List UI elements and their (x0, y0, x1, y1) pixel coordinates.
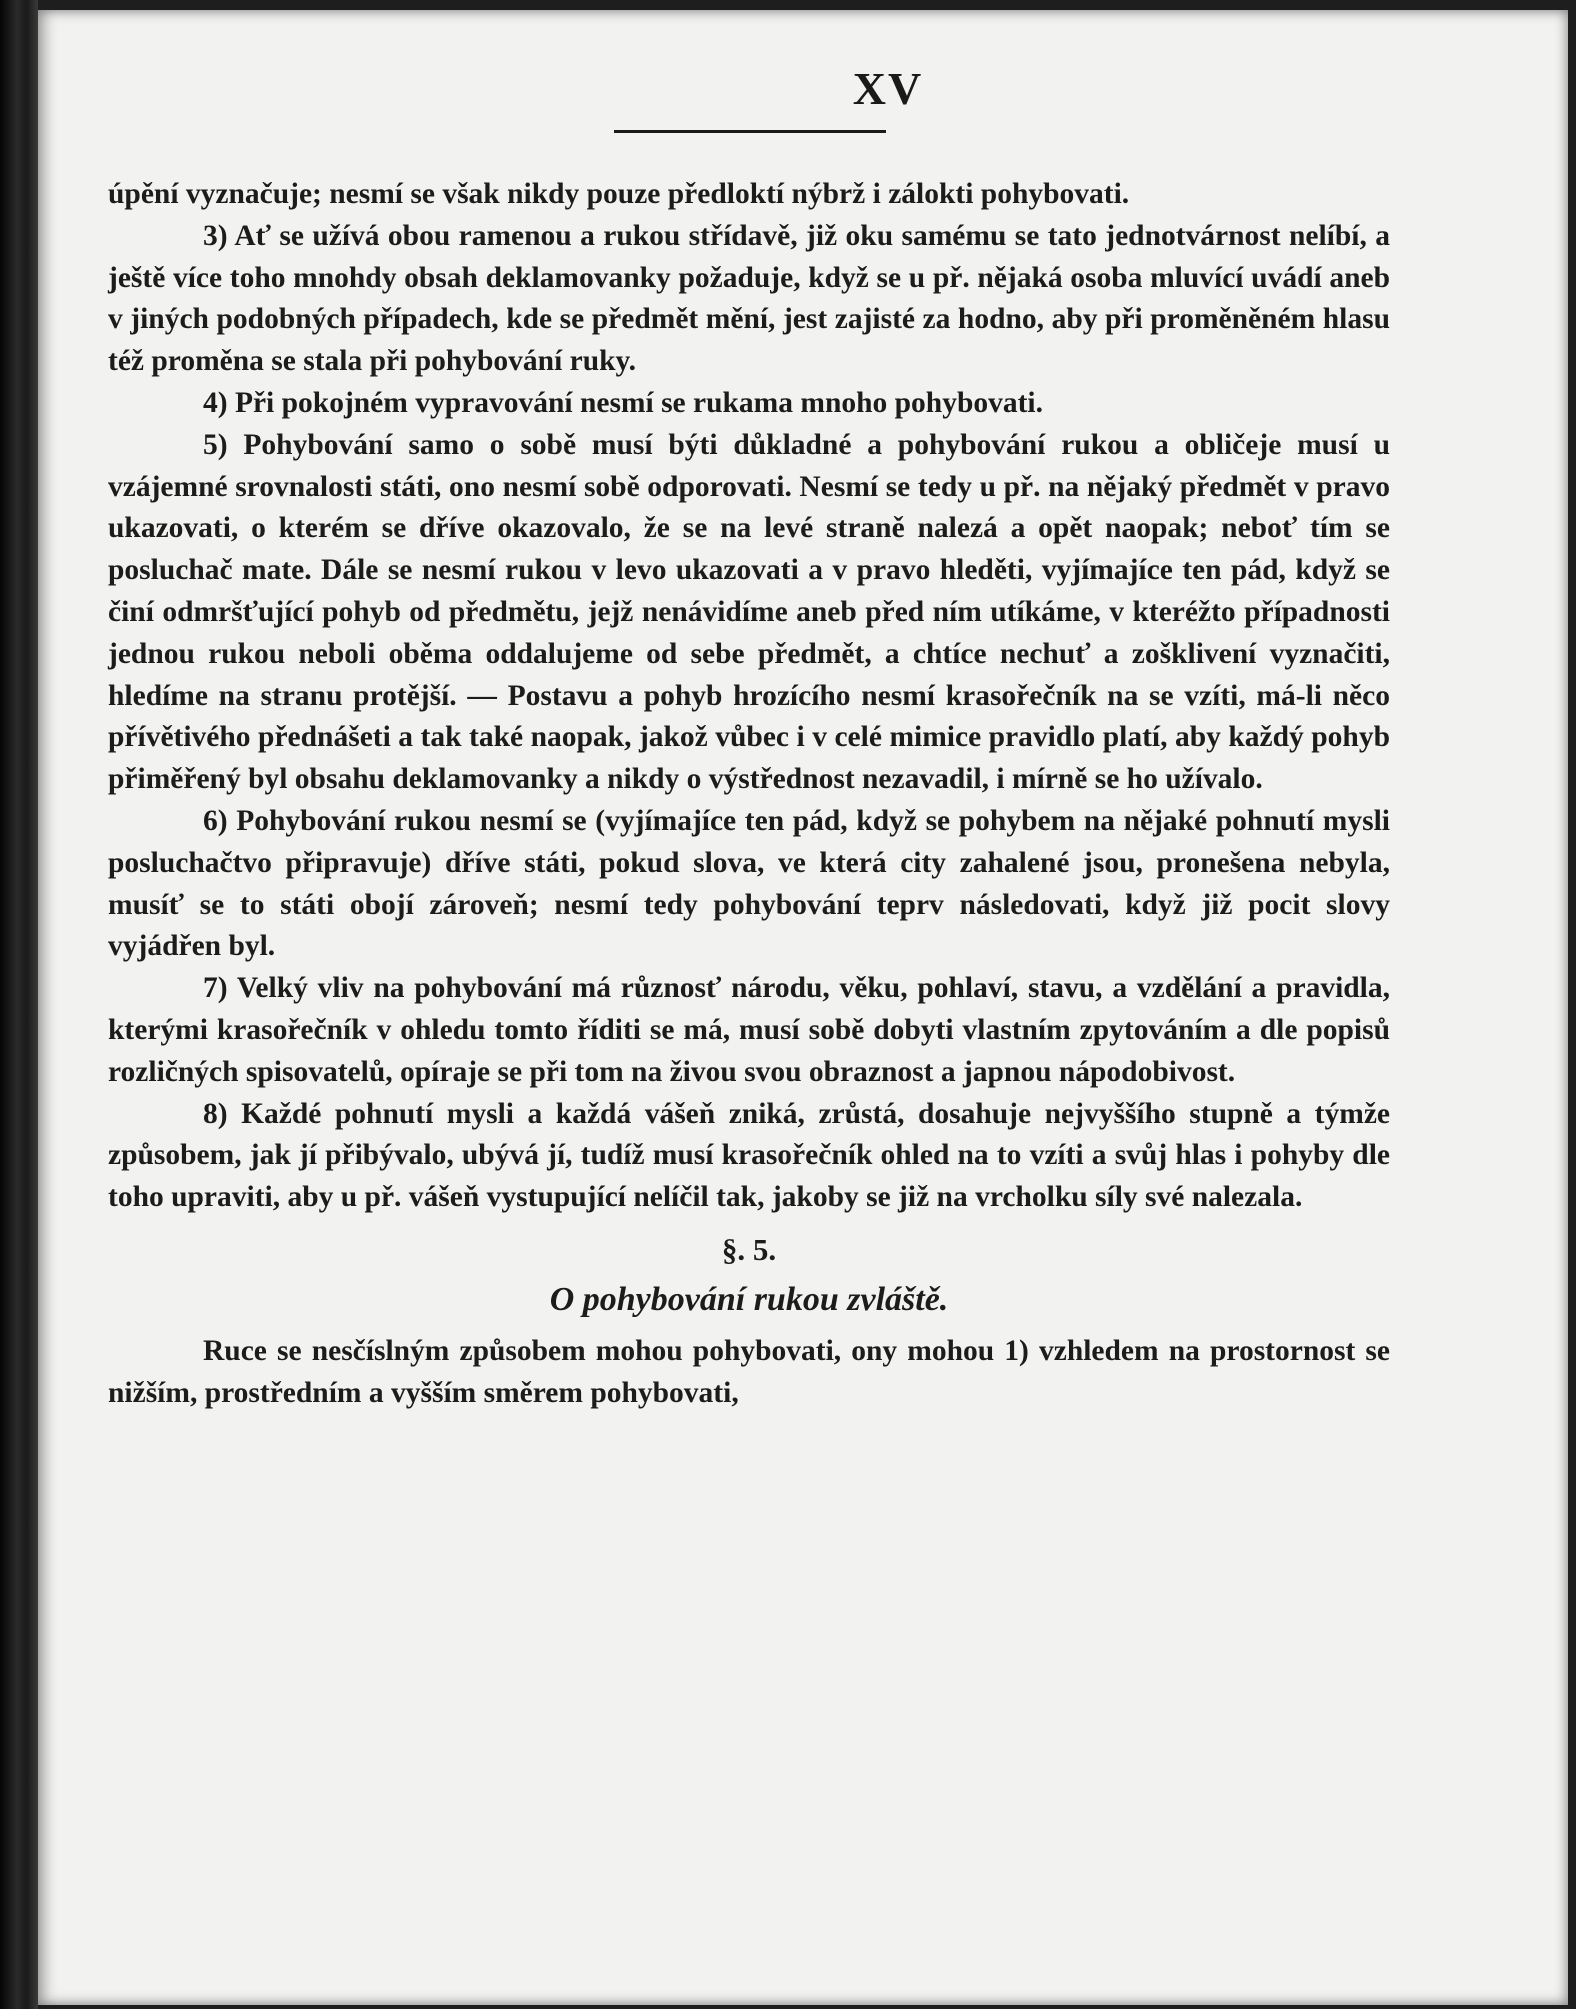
paragraph-rule-8: 8) Každé pohnutí mysli a každá vášeň zniká, zrůstá, dosahuje nejvyššího stupně a týmže způsobem, jak jí přibývalo, ubývá jí, tudíž musí krasořečník ohled na to vzíti a svůj hlas i pohyby dle toho upraviti, aby u př. vášeň vystupující nelíčil tak, jakoby se již na vrcholku síly své nalezala. (108, 1097, 1390, 1214)
section-title: O pohybování rukou zvláště. (549, 1280, 949, 1318)
section-number: §. 5. (721, 1231, 777, 1267)
paragraph-rule-4: 4) Při pokojném vypravování nesmí se rukama mnoho pohybovati. (203, 386, 1044, 419)
paragraph-rule-5: 5) Pohybování samo o sobě musí býti důkladné a pohybování rukou a obličeje musí u vzájemné srovnalosti státi, ono nesmí sobě odporovati. Nesmí se tedy u př. na nějaký předmět v pravo ukazovati, o kterém se dříve okazovalo, že se na levé straně nalezá a opět naopak; neboť tím se posluchač mate. Dále se nesmí rukou v levo ukazovati a v pravo hleděti, vyjímajíce ten pád, když se činí odmršťující pohyb od předmětu, jejž nenávidíme aneb před ním utíkáme, v kteréžto případnosti jednou rukou neboli oběma oddalujeme od sebe předmět, a chtíce nechuť a zošklivení vyznačiti, hledíme na stranu protější. — Postavu a pohyb hrozícího nesmí krasořečník na se vzíti, má-li něco přívětivého přednášeti a tak také naopak, jakož vůbec i v celé mimice pravidlo platí, aby každý pohyb přiměřený byl obsahu deklamovanky a nikdy o výstřednost nezavadil, i mírně se ho užívalo. (108, 428, 1390, 796)
paragraph-rule-7: 7) Velký vliv na pohybování má různosť národu, věku, pohlaví, stavu, a vzdělání a pravidla, kterými krasořečník v ohledu tomto říditi se má, musí sobě dobyti vlastním zpytováním a dle popisů rozličných spisovatelů, opíraje se při tom na živou svou obraznost a japnou nápodobivost. (108, 972, 1390, 1088)
scanned-page (38, 10, 1568, 2005)
header-rule (614, 130, 886, 133)
page-number: XV (852, 63, 924, 114)
paragraph-section-5-opening: Ruce se nesčíslným způsobem mohou pohybovati, ony mohou 1) vzhledem na prostornost se nižším, prostředním a vyšším směrem pohybovati, (108, 1334, 1390, 1409)
body-text (108, 174, 1390, 1415)
paragraph-rule-3: 3) Ať se užívá obou ramenou a rukou střídavě, již oku samému se tato jednotvárnost nelíbí, a ještě více toho mnohdy obsah deklamovanky požaduje, když se u př. nějaká osoba mluvící uvádí aneb v jiných podobných případech, kde se předmět mění, jest zajisté za hodno, aby při proměněném hlasu též proměna se stala při pohybování ruky. (108, 219, 1390, 378)
page-header (38, 62, 1568, 115)
paragraph-rule-6: 6) Pohybování rukou nesmí se (vyjímajíce ten pád, když se pohybem na nějaké pohnutí mysli posluchačtvo připravuje) dříve státi, pokud slova, ve která city zahalené jsou, pronešena nebyla, musíť se to státi obojí zároveň; nesmí tedy pohybování teprv následovati, když již pocit slovy vyjádřen byl. (108, 804, 1390, 963)
paragraph-continuation: úpění vyznačuje; nesmí se však nikdy pouze předloktí nýbrž i zálokti pohybovati. (108, 178, 1130, 210)
book-spine (0, 0, 38, 2009)
